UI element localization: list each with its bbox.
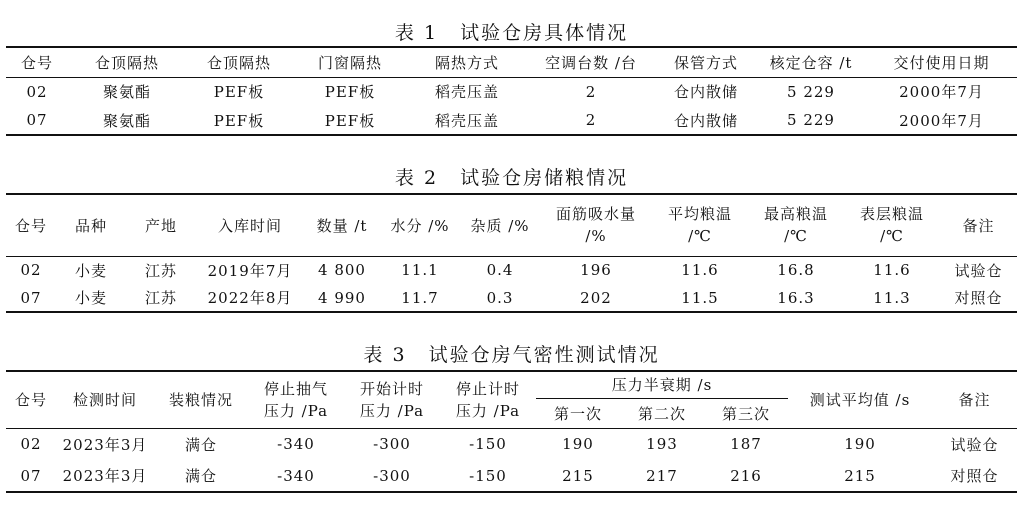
table3-header-cell: 装粮情况	[154, 371, 248, 428]
table3-caption	[0, 340, 1023, 367]
header-line: 压力 /Pa	[359, 401, 425, 420]
table-cell: 190	[562, 435, 594, 454]
table-cell: 216	[704, 460, 788, 492]
table-cell: 11.1	[401, 261, 439, 280]
table-cell: 聚氨酯	[68, 106, 186, 135]
table1-caption	[0, 18, 1023, 45]
table3-header-cell: 仓号	[6, 371, 56, 428]
table-cell: 5 229	[787, 82, 835, 101]
header-line: 表层粮温	[859, 205, 924, 224]
table3-header-cell: 测试平均值 /s	[788, 371, 932, 428]
table-cell: 满仓	[154, 460, 248, 492]
table3-subheader-cell: 第二次	[620, 398, 704, 428]
table1	[6, 46, 1017, 136]
table1-header-cell: 仓号	[6, 47, 68, 77]
table-cell: 190	[844, 435, 876, 454]
table-cell: 仓内散储	[673, 83, 738, 102]
header-line: /℃	[784, 227, 808, 246]
table-cell: 11.6	[873, 261, 911, 280]
table-cell: 193	[646, 435, 678, 454]
table-row	[6, 460, 1017, 492]
table2-header-row	[6, 194, 1017, 256]
table-row	[6, 256, 1017, 284]
table2-header-cell: 备注	[940, 194, 1017, 256]
table2-title: 试验仓房储粮情况	[460, 167, 629, 189]
header-line: 压力 /Pa	[263, 401, 329, 420]
table-cell: -340	[248, 460, 344, 492]
table2	[6, 193, 1017, 313]
table-cell: 07	[6, 460, 56, 492]
table-cell: 满仓	[184, 435, 217, 454]
table-cell: 对照仓	[940, 284, 1017, 312]
table-cell: 2023年3月	[62, 435, 148, 454]
table2-header-cell	[844, 194, 940, 256]
table-cell: 4 800	[318, 261, 366, 280]
header-line: 面筋吸水量	[555, 205, 636, 224]
header-line: 开始计时	[359, 379, 424, 398]
table-cell: 江苏	[144, 261, 177, 280]
table3-header-cell: 压力半衰期 /s	[536, 371, 788, 398]
table-cell: 2023年3月	[56, 460, 154, 492]
table-row	[6, 284, 1017, 312]
table3-header-cell	[248, 371, 344, 428]
table-cell: 2019年7月	[207, 261, 293, 280]
table-row	[6, 77, 1017, 106]
table-cell: 2022年8月	[196, 284, 304, 312]
table2-header-cell	[540, 194, 652, 256]
table3	[6, 370, 1017, 493]
table3-header-cell: 检测时间	[56, 371, 154, 428]
table-cell: 5 229	[756, 106, 866, 135]
table2-header-cell: 水分 /%	[380, 194, 460, 256]
table-cell: 稻壳压盖	[434, 83, 499, 102]
table-cell: PEF板	[186, 106, 292, 135]
header-line: /℃	[880, 227, 904, 246]
table-cell: 仓内散储	[656, 106, 756, 135]
table1-header-cell: 核定仓容 /t	[756, 47, 866, 77]
table-cell: 11.3	[844, 284, 940, 312]
table2-header-cell: 数量 /t	[304, 194, 380, 256]
header-line: 平均粮温	[667, 205, 732, 224]
table-cell: 11.7	[380, 284, 460, 312]
table2-header-cell: 杂质 /%	[460, 194, 540, 256]
table-cell: -300	[344, 460, 440, 492]
table-cell: PEF板	[324, 83, 376, 102]
table-cell: 02	[20, 435, 42, 454]
table3-subheader-cell: 第三次	[704, 398, 788, 428]
table-cell: PEF板	[292, 106, 408, 135]
table-cell: 对照仓	[932, 460, 1017, 492]
table-cell: 2000年7月	[866, 106, 1017, 135]
table-cell: 2000年7月	[899, 83, 984, 102]
table2-header-cell: 品种	[56, 194, 126, 256]
table-cell: 215	[788, 460, 932, 492]
table-cell: 07	[6, 284, 56, 312]
table-cell: 稻壳压盖	[408, 106, 526, 135]
table1-header-cell: 保管方式	[656, 47, 756, 77]
table-cell: 07	[6, 106, 68, 135]
header-line: /%	[585, 227, 607, 246]
table3-header-cell	[344, 371, 440, 428]
header-line: 最高粮温	[763, 205, 828, 224]
table-cell: 187	[730, 435, 762, 454]
table-cell: 16.8	[777, 261, 815, 280]
table1-header-row	[6, 47, 1017, 77]
table-cell: 2	[526, 106, 656, 135]
header-line: 停止计时	[455, 379, 520, 398]
header-line: 停止抽气	[263, 379, 328, 398]
table1-header-cell: 仓顶隔热	[68, 47, 186, 77]
table1-title: 试验仓房具体情况	[460, 22, 629, 44]
table-cell: PEF板	[213, 83, 265, 102]
table3-header-cell	[440, 371, 536, 428]
table3-number: 表 3	[363, 344, 407, 366]
table-cell: 215	[536, 460, 620, 492]
table2-header-cell: 产地	[126, 194, 196, 256]
table-cell: 02	[26, 82, 48, 101]
table1-header-cell: 空调台数 /台	[526, 47, 656, 77]
table-cell: 196	[580, 261, 612, 280]
table-cell: 试验仓	[950, 435, 999, 454]
table2-header-cell	[652, 194, 748, 256]
table3-subheader-cell: 第一次	[536, 398, 620, 428]
header-line: /℃	[688, 227, 712, 246]
table2-header-cell: 入库时间	[196, 194, 304, 256]
table3-title: 试验仓房气密性测试情况	[428, 344, 660, 366]
table-cell: -300	[373, 435, 411, 454]
table1-header-cell: 门窗隔热	[292, 47, 408, 77]
table3-header-cell: 备注	[932, 371, 1017, 428]
table-cell: -340	[277, 435, 315, 454]
table-cell: 试验仓	[954, 261, 1003, 280]
table-cell: 11.6	[681, 261, 719, 280]
table-cell: 0.3	[460, 284, 540, 312]
table-cell: 217	[620, 460, 704, 492]
table1-header-cell: 交付使用日期	[866, 47, 1017, 77]
table2-header-cell: 仓号	[6, 194, 56, 256]
table1-number: 表 1	[394, 22, 439, 44]
table-cell: 聚氨酯	[102, 83, 151, 102]
table1-header-cell: 隔热方式	[408, 47, 526, 77]
table-cell: 16.3	[748, 284, 844, 312]
table2-header-cell	[748, 194, 844, 256]
table-row	[6, 106, 1017, 135]
table-cell: 小麦	[56, 284, 126, 312]
table-cell: 4 990	[304, 284, 380, 312]
table2-caption	[0, 163, 1023, 190]
table2-number: 表 2	[394, 167, 439, 189]
table3-header-row	[6, 371, 1017, 398]
table-row	[6, 428, 1017, 460]
table1-header-cell: 仓顶隔热	[186, 47, 292, 77]
table-cell: 小麦	[74, 261, 107, 280]
table-cell: 202	[540, 284, 652, 312]
table-cell: 02	[20, 261, 42, 280]
table-cell: 江苏	[126, 284, 196, 312]
table-cell: -150	[440, 460, 536, 492]
table-cell: -150	[469, 435, 507, 454]
header-line: 压力 /Pa	[455, 401, 521, 420]
table-cell: 0.4	[486, 261, 514, 280]
table-cell: 2	[585, 82, 597, 101]
table-cell: 11.5	[652, 284, 748, 312]
